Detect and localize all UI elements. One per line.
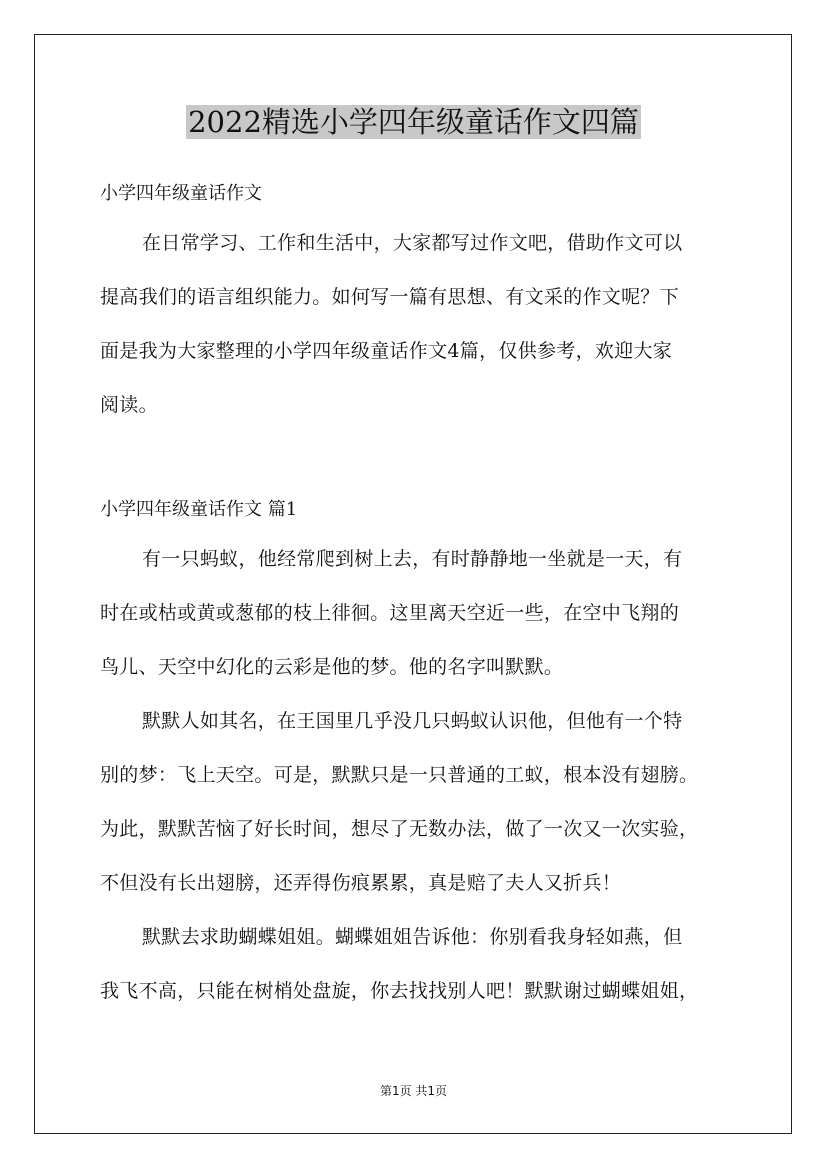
- page-number: 第1页 共1页: [379, 1084, 448, 1098]
- story-paragraph: [100, 910, 730, 1018]
- story-paragraph: [100, 694, 730, 910]
- section-heading: 小学四年级童话作文 篇1: [100, 499, 298, 520]
- page-footer: [0, 1083, 827, 1099]
- text-line: 默默人如其名，在王国里几乎没几只蚂蚁认识他，但他有一个特: [142, 710, 683, 732]
- text-line: 默默去求助蝴蝶姐姐。蝴蝶姐姐告诉他：你别看我身轻如燕，但: [142, 926, 683, 948]
- text-line: 我飞不高，只能在树梢处盘旋，你去找找别人吧！默默谢过蝴蝶姐姐，: [100, 980, 699, 1002]
- document-title: [0, 98, 827, 146]
- text-line: 有一只蚂蚁，他经常爬到树上去，有时静静地一坐就是一天，有: [142, 548, 683, 570]
- text-line: 为此，默默苦恼了好长时间，想尽了无数办法，做了一次又一次实验，: [100, 818, 699, 840]
- story-paragraph: [100, 532, 730, 694]
- section-spacer: [100, 432, 730, 488]
- intro-paragraph: [100, 216, 730, 432]
- text-line: 别的梦：飞上天空。可是，默默只是一只普通的工蚁，根本没有翅膀。: [100, 764, 699, 786]
- text-line: 阅读。: [100, 394, 158, 416]
- text-line: 提高我们的语言组织能力。如何写一篇有思想、有文采的作文呢？下: [100, 286, 680, 308]
- text-line: 鸟儿、天空中幻化的云彩是他的梦。他的名字叫默默。: [100, 656, 564, 678]
- text-line: 时在或枯或黄或葱郁的枝上徘徊。这里离天空近一些，在空中飞翔的: [100, 602, 680, 624]
- intro-heading: 小学四年级童话作文: [100, 183, 262, 204]
- document-body: [100, 172, 730, 1018]
- text-line: 在日常学习、工作和生活中，大家都写过作文吧，借助作文可以: [142, 232, 683, 254]
- text-line: 不但没有长出翅膀，还弄得伤痕累累，真是赔了夫人又折兵！: [100, 872, 622, 894]
- text-line: 面是我为大家整理的小学四年级童话作文4篇，仅供参考，欢迎大家: [100, 340, 673, 362]
- document-title-text: 2022精选小学四年级童话作文四篇: [188, 105, 639, 139]
